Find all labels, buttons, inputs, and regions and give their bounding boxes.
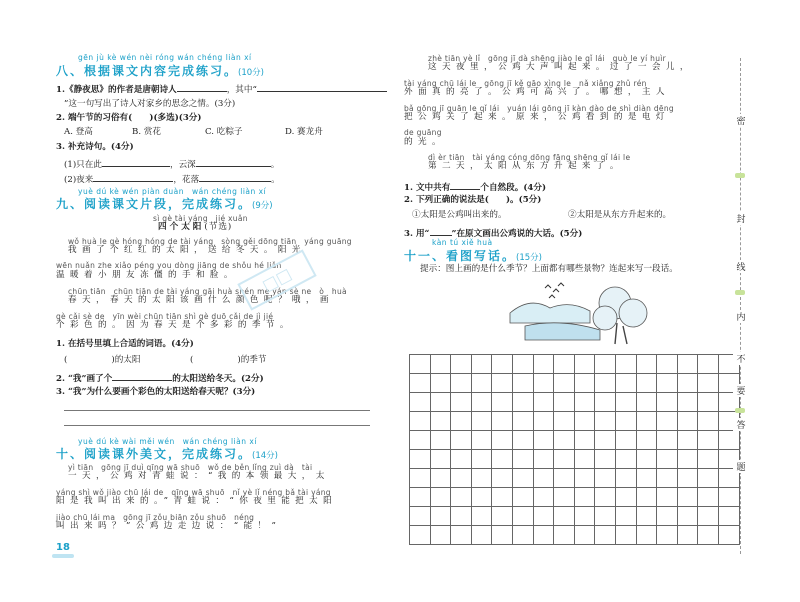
q8-3: 3. 补充诗句。(4分)	[56, 142, 134, 152]
grid-cell[interactable]	[492, 412, 513, 431]
grid-cell[interactable]	[451, 431, 472, 450]
grid-cell[interactable]	[595, 469, 616, 488]
story9-py-4: gè cǎi sè de yīn wèi chūn tiān shì gè duō cǎi de jì jié	[56, 312, 274, 321]
grid-cell[interactable]	[657, 450, 678, 469]
grid-cell[interactable]	[698, 507, 719, 526]
grid-cell[interactable]	[574, 488, 595, 507]
grid-cell[interactable]	[554, 355, 575, 374]
q9-3: 3. “我”为什么要画个彩色的太阳送给春天呢？(3分)	[56, 387, 256, 397]
grid-cell[interactable]	[533, 431, 554, 450]
grid-cell[interactable]	[410, 450, 431, 469]
grid-cell[interactable]	[512, 393, 533, 412]
watermark-stamp: □□	[237, 249, 316, 310]
story10-rline-2: 外面真的亮了。公鸡可高兴了。哪想，主人	[404, 87, 670, 97]
rail-char: 不	[733, 352, 749, 365]
q9-3-answer-line-1[interactable]	[64, 410, 370, 411]
grid-cell[interactable]	[657, 355, 678, 374]
q9-1: 1. 在括号里填上合适的词语。(4分)	[56, 339, 194, 349]
q8-2-optD[interactable]: D. 赛龙舟	[285, 127, 323, 137]
grid-cell[interactable]	[615, 412, 636, 431]
grid-cell[interactable]	[430, 488, 451, 507]
grid-cell[interactable]	[410, 469, 431, 488]
grid-cell[interactable]	[636, 355, 657, 374]
writing-grid[interactable]	[409, 354, 740, 545]
mountain-icon	[510, 303, 590, 323]
grid-cell[interactable]	[430, 412, 451, 431]
grid-cell[interactable]	[636, 450, 657, 469]
section-11-heading: 十一、看图写话。(15分)	[404, 249, 542, 263]
grid-cell[interactable]	[471, 488, 492, 507]
grid-cell[interactable]	[430, 507, 451, 526]
story9-py-2: wēn nuǎn zhe xiǎo péng you dòng jiāng de shǒu hé liǎn	[56, 261, 282, 270]
grid-cell[interactable]	[554, 374, 575, 393]
story10-rline-1: 这天夜里，公鸡大声叫起来。过了一会儿，	[428, 62, 694, 72]
grid-cell[interactable]	[657, 393, 678, 412]
q10-2: 2. 下列正确的说法是( )。(5分)	[404, 195, 542, 205]
grid-cell[interactable]	[636, 507, 657, 526]
q8-3-line1: (1)只在此 ，云深 。	[64, 157, 279, 171]
grid-cell[interactable]	[698, 488, 719, 507]
grid-cell[interactable]	[595, 412, 616, 431]
grid-cell[interactable]	[512, 412, 533, 431]
q10-2-opt1[interactable]: ①太阳是公鸡叫出来的。	[412, 210, 507, 220]
grid-cell[interactable]	[410, 488, 431, 507]
q8-3-line2: (2)夜来 ，花落 。	[64, 172, 280, 186]
grid-cell[interactable]	[430, 431, 451, 450]
grid-cell[interactable]	[410, 393, 431, 412]
rail-char: 内	[733, 310, 749, 323]
page-number: 18	[56, 542, 70, 553]
grid-cell[interactable]	[471, 469, 492, 488]
grid-cell[interactable]	[512, 526, 533, 545]
rail-marker	[735, 290, 745, 295]
grid-cell[interactable]	[657, 431, 678, 450]
story10-py-2: yáng shì wǒ jiào chū lái de qīng wā shuō nǐ yè lǐ néng bǎ tài yáng	[56, 488, 331, 497]
q10-1: 1. 文中共有 个自然段。(4分)	[404, 180, 546, 194]
bird-icon	[545, 283, 564, 298]
grid-cell[interactable]	[677, 374, 698, 393]
grid-cell[interactable]	[410, 355, 431, 374]
grid-cell[interactable]	[554, 450, 575, 469]
grid-cell[interactable]	[657, 469, 678, 488]
story10-rline-4: 的光。	[404, 137, 446, 147]
story10-line-3: 叫出来吗？”公鸡边走边说：“能！”	[56, 521, 282, 531]
grid-cell[interactable]	[574, 450, 595, 469]
grid-cell[interactable]	[698, 393, 719, 412]
grid-cell[interactable]	[512, 469, 533, 488]
grid-cell[interactable]	[471, 412, 492, 431]
section-10-heading: 十、阅读课外美文，完成练习。(14分)	[56, 447, 278, 461]
rail-marker	[735, 408, 745, 413]
sec9-pinyin: yuè dú kè wén piàn duàn wán chéng liàn xí	[78, 187, 267, 196]
sec11-pinyin: kàn tú xiě huà	[432, 238, 493, 247]
grid-cell[interactable]	[574, 393, 595, 412]
grid-cell[interactable]	[492, 355, 513, 374]
q10-2-opt2[interactable]: ②太阳是从东方升起来的。	[568, 210, 672, 220]
grid-cell[interactable]	[554, 469, 575, 488]
grid-cell[interactable]	[430, 526, 451, 545]
grid-cell[interactable]	[677, 469, 698, 488]
grid-cell[interactable]	[492, 488, 513, 507]
grid-cell[interactable]	[595, 488, 616, 507]
grid-cell[interactable]	[636, 393, 657, 412]
q8-2-optC[interactable]: C. 吃粽子	[205, 127, 243, 137]
story10-rpy-1: zhè tiān yè lǐ gōng jī dà shēng jiào le qǐ lái guò le yí huìr	[428, 54, 667, 63]
grid-cell[interactable]	[615, 469, 636, 488]
grid-cell[interactable]	[595, 374, 616, 393]
grid-cell[interactable]	[554, 431, 575, 450]
grid-cell[interactable]	[677, 393, 698, 412]
story9-line-1: 我画了个红红的太阳，送给冬天。阳光	[68, 245, 306, 255]
story9-title-pinyin: sì gè tài yáng jié xuǎn	[153, 214, 248, 223]
grid-cell[interactable]	[512, 450, 533, 469]
grid-cell[interactable]	[595, 393, 616, 412]
grid-cell[interactable]	[533, 450, 554, 469]
grid-cell[interactable]	[492, 526, 513, 545]
story9-py-1: wǒ huà le gè hóng hóng de tài yáng sòng gěi dōng tiān yáng guāng	[68, 237, 352, 246]
seal-line-rail	[731, 58, 751, 554]
q8-2-optA[interactable]: A. 登高	[64, 127, 93, 137]
grid-cell[interactable]	[492, 393, 513, 412]
grid-cell[interactable]	[430, 393, 451, 412]
grid-cell[interactable]	[451, 488, 472, 507]
grid-cell[interactable]	[430, 355, 451, 374]
q9-1-fill1: ( )的太阳	[64, 355, 141, 365]
story10-rline-5: 第二天，太阳从东方升起来了。	[428, 161, 624, 171]
story9-line-2: 温暖着小朋友冻僵的手和脸。	[56, 270, 238, 280]
grid-cell[interactable]	[657, 526, 678, 545]
grid-cell[interactable]	[471, 450, 492, 469]
grid-cell[interactable]	[574, 412, 595, 431]
grid-cell[interactable]	[698, 469, 719, 488]
grid-cell[interactable]	[554, 393, 575, 412]
grid-cell[interactable]	[677, 507, 698, 526]
section-8-heading: 八、根据课文内容完成练习。(10分)	[56, 64, 264, 78]
grid-cell[interactable]	[554, 507, 575, 526]
story10-rpy-5: dì èr tiān tài yáng cóng dōng fāng shēng qǐ lái le	[428, 153, 631, 162]
grid-cell[interactable]	[636, 488, 657, 507]
grid-cell[interactable]	[512, 355, 533, 374]
grid-cell[interactable]	[471, 507, 492, 526]
grid-cell[interactable]	[451, 412, 472, 431]
grid-cell[interactable]	[533, 393, 554, 412]
rail-char: 线	[733, 260, 749, 273]
grid-cell[interactable]	[677, 355, 698, 374]
grid-cell[interactable]	[410, 507, 431, 526]
story9-title: 四个太阳(节选)	[158, 222, 233, 232]
grid-cell[interactable]	[451, 507, 472, 526]
grid-cell[interactable]	[533, 374, 554, 393]
grid-cell[interactable]	[451, 393, 472, 412]
grid-cell[interactable]	[471, 393, 492, 412]
grid-cell[interactable]	[471, 355, 492, 374]
grid-cell[interactable]	[595, 431, 616, 450]
grid-cell[interactable]	[698, 355, 719, 374]
story9-py-3: chūn tiān chūn tiān de tài yáng gāi huà shén me yán sè ne ò huà	[68, 287, 347, 296]
grid-cell[interactable]	[657, 507, 678, 526]
rail-marker	[735, 173, 745, 178]
grid-cell[interactable]	[512, 374, 533, 393]
q9-2: 2. “我”画了个 的太阳送给冬天。(2分)	[56, 371, 264, 385]
grid-cell[interactable]	[657, 488, 678, 507]
grid-cell[interactable]	[492, 431, 513, 450]
grid-cell[interactable]	[512, 431, 533, 450]
grid-cell[interactable]	[698, 450, 719, 469]
grid-cell[interactable]	[574, 526, 595, 545]
grid-cell[interactable]	[677, 450, 698, 469]
grid-cell[interactable]	[471, 431, 492, 450]
q9-3-answer-line-2[interactable]	[64, 425, 370, 426]
grid-cell[interactable]	[430, 469, 451, 488]
rail-char: 要	[733, 384, 749, 397]
grid-cell[interactable]	[677, 431, 698, 450]
story10-py-1: yì tiān gōng jī duì qīng wā shuō wǒ de běn lǐng zuì dà tài	[68, 463, 313, 472]
grid-cell[interactable]	[615, 507, 636, 526]
story10-rline-3: 把公鸡关了起来。原来，公鸡看到的是电灯	[404, 112, 670, 122]
sec8-pinyin: gēn jù kè wén nèi róng wán chéng liàn xí	[78, 53, 252, 62]
grid-cell[interactable]	[615, 393, 636, 412]
story10-line-1: 一天，公鸡对青蛙说：“我的本领最大，太	[68, 471, 330, 481]
grid-cell[interactable]	[451, 355, 472, 374]
q8-2-optB[interactable]: B. 赏花	[132, 127, 161, 137]
grid-cell[interactable]	[471, 526, 492, 545]
story10-py-3: jiào chū lái ma gōng jī zǒu biān zǒu shuō néng	[56, 513, 255, 522]
sec10-pinyin: yuè dú kè wài měi wén wán chéng liàn xí	[78, 437, 257, 446]
q9-1-fill2: ( )的季节	[190, 355, 267, 365]
writing-picture	[505, 278, 670, 348]
grid-cell[interactable]	[533, 526, 554, 545]
rail-char: 密	[733, 114, 749, 127]
grid-cell[interactable]	[533, 488, 554, 507]
q8-1: 1.《静夜思》的作者是唐朝诗人 ，其中“	[56, 82, 387, 96]
rail-char: 题	[733, 460, 749, 473]
grid-cell[interactable]	[554, 412, 575, 431]
grid-cell[interactable]	[554, 526, 575, 545]
story10-rpy-4: de guāng	[404, 128, 442, 137]
grid-cell[interactable]	[533, 355, 554, 374]
grid-cell[interactable]	[595, 355, 616, 374]
grid-cell[interactable]	[615, 431, 636, 450]
grid-cell[interactable]	[615, 450, 636, 469]
q10-3: 3. 用“ ”在原文画出公鸡说的大话。(5分)	[404, 226, 582, 240]
grid-cell[interactable]	[430, 450, 451, 469]
grid-cell[interactable]	[595, 450, 616, 469]
grid-cell[interactable]	[410, 412, 431, 431]
grid-cell[interactable]	[574, 431, 595, 450]
section-9-heading: 九、阅读课文片段，完成练习。(9分)	[56, 197, 273, 211]
grid-cell[interactable]	[636, 374, 657, 393]
rail-char: 答	[733, 418, 749, 431]
grid-cell[interactable]	[410, 374, 431, 393]
grid-cell[interactable]	[451, 469, 472, 488]
grid-cell[interactable]	[554, 488, 575, 507]
grid-cell[interactable]	[451, 374, 472, 393]
grid-cell[interactable]	[410, 431, 431, 450]
q8-1-cont: ”这一句写出了诗人对家乡的思念之情。(3分)	[64, 99, 236, 109]
grid-cell[interactable]	[492, 450, 513, 469]
grid-cell[interactable]	[636, 431, 657, 450]
tree-icon	[593, 287, 647, 344]
grid-cell[interactable]	[698, 374, 719, 393]
grid-cell[interactable]	[636, 526, 657, 545]
grid-cell[interactable]	[698, 526, 719, 545]
grid-cell[interactable]	[615, 374, 636, 393]
page-number-ornament	[52, 554, 74, 558]
grid-cell[interactable]	[492, 374, 513, 393]
grid-cell[interactable]	[574, 507, 595, 526]
grid-cell[interactable]	[574, 355, 595, 374]
rail-char: 封	[733, 212, 749, 225]
story10-rpy-3: bǎ gōng jī guān le qǐ lái yuán lái gōng jī kàn dào de shì diàn dēng	[404, 104, 674, 113]
grid-cell[interactable]	[512, 488, 533, 507]
grid-cell[interactable]	[492, 469, 513, 488]
grid-cell[interactable]	[595, 526, 616, 545]
grid-cell[interactable]	[533, 469, 554, 488]
grid-cell[interactable]	[698, 412, 719, 431]
water-icon	[525, 323, 600, 340]
grid-cell[interactable]	[410, 526, 431, 545]
story9-line-4: 个彩色的。因为春天是个多彩的季节。	[56, 320, 294, 330]
grid-cell[interactable]	[471, 374, 492, 393]
story9-line-3: 春天，春天的太阳该画什么颜色呢？哦，画	[68, 295, 334, 305]
grid-cell[interactable]	[574, 374, 595, 393]
grid-cell[interactable]	[657, 412, 678, 431]
grid-cell[interactable]	[574, 469, 595, 488]
grid-cell[interactable]	[615, 488, 636, 507]
grid-cell[interactable]	[533, 507, 554, 526]
grid-cell[interactable]	[677, 412, 698, 431]
grid-cell[interactable]	[657, 374, 678, 393]
grid-cell[interactable]	[533, 412, 554, 431]
story10-line-2: 阳是我叫出来的。”青蛙说：“你夜里能把太阳	[56, 496, 338, 506]
q8-2: 2. 端午节的习俗有( )(多选)(3分)	[56, 113, 202, 123]
grid-cell[interactable]	[451, 526, 472, 545]
grid-cell[interactable]	[492, 507, 513, 526]
grid-cell[interactable]	[615, 526, 636, 545]
q11-prompt: 提示：图上画的是什么季节？上面都有哪些景物？连起来写一段话。	[420, 264, 678, 274]
grid-cell[interactable]	[512, 507, 533, 526]
grid-cell[interactable]	[451, 450, 472, 469]
grid-cell[interactable]	[677, 488, 698, 507]
grid-cell[interactable]	[430, 374, 451, 393]
grid-cell[interactable]	[615, 355, 636, 374]
grid-cell[interactable]	[595, 507, 616, 526]
grid-cell[interactable]	[698, 431, 719, 450]
grid-cell[interactable]	[677, 526, 698, 545]
story10-rpy-2: tài yáng chū lái le gōng jī kě gāo xìng le nǎ xiǎng zhǔ rén	[404, 79, 647, 88]
grid-cell[interactable]	[636, 412, 657, 431]
grid-cell[interactable]	[636, 469, 657, 488]
